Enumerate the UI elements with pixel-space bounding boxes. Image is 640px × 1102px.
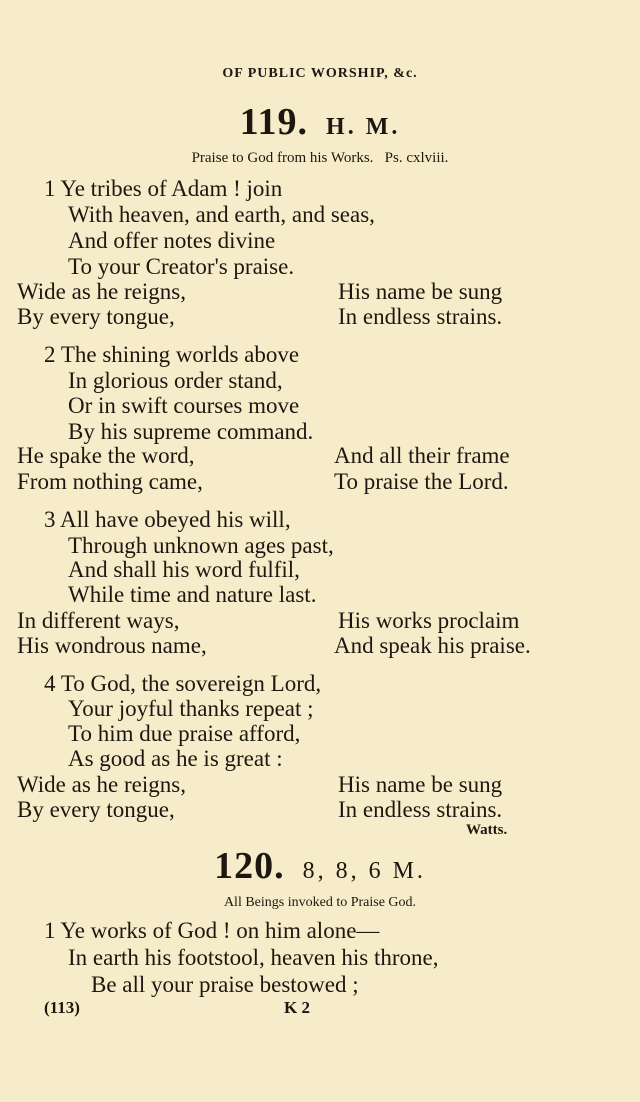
verse-line: Or in swift courses move	[68, 393, 300, 418]
verse-line: His name be sung	[338, 772, 503, 797]
verse-line: 3 All have obeyed his will,	[44, 507, 291, 532]
verse-line: 1 Ye tribes of Adam ! join	[44, 176, 283, 201]
verse-line: 2 The shining worlds above	[44, 342, 300, 367]
verse-line: In earth his footstool, heaven his throne,	[68, 945, 439, 970]
verse-line: With heaven, and earth, and seas,	[68, 202, 375, 227]
verse-line: From nothing came,	[17, 469, 203, 494]
hymn-120-number: 120.	[214, 845, 285, 887]
hymn-119-number: 119.	[239, 101, 309, 143]
verse-line: Wide as he reigns,	[17, 772, 186, 797]
verse-line: As good as he is great :	[68, 746, 283, 771]
hymn-119-heading	[0, 100, 640, 144]
verse-line: Be all your praise bestowed ;	[91, 972, 359, 997]
verse-line: He spake the word,	[17, 443, 195, 468]
verse-line: By every tongue,	[17, 304, 175, 329]
hymn-119-subtitle	[0, 150, 640, 167]
hymn-119-title: Praise to God from his Works.	[191, 150, 374, 166]
signature-mark: K 2	[284, 998, 310, 1017]
verse-line: His wondrous name,	[17, 633, 207, 658]
attribution: Watts.	[466, 822, 508, 838]
verse-line: His works proclaim	[338, 608, 520, 633]
hymn-119-meter: H. M.	[326, 114, 401, 140]
verse-line: While time and nature last.	[68, 582, 317, 607]
verse-line: To him due praise afford,	[68, 721, 301, 746]
verse-line: And offer notes divine	[68, 228, 276, 253]
verse-line: In endless strains.	[338, 304, 503, 329]
hymn-120-title: All Beings invoked to Praise God.	[223, 895, 417, 910]
hymn-120-meter: 8, 8, 6 M.	[302, 858, 426, 884]
hymn-119-reference: Ps. cxlviii.	[384, 150, 449, 166]
verse-line: And shall his word fulfil,	[68, 557, 300, 582]
verse-line: And all their frame	[334, 443, 510, 468]
verse-line: 1 Ye works of God ! on him alone—	[44, 918, 380, 943]
verse-line: In endless strains.	[338, 797, 503, 822]
verse-line: 4 To God, the sovereign Lord,	[44, 671, 322, 696]
running-head: OF PUBLIC WORSHIP, &c.	[222, 66, 418, 81]
verse-line: By every tongue,	[17, 797, 175, 822]
verse-line: Wide as he reigns,	[17, 279, 186, 304]
verse-line: By his supreme command.	[68, 419, 314, 444]
verse-line: Through unknown ages past,	[68, 533, 334, 558]
verse-line: In different ways,	[17, 608, 180, 633]
page-number: (113)	[44, 998, 80, 1017]
verse-line: Your joyful thanks repeat ;	[68, 696, 314, 721]
verse-line: His name be sung	[338, 279, 503, 304]
verse-line: To praise the Lord.	[334, 469, 509, 494]
verse-line: In glorious order stand,	[68, 368, 283, 393]
verse-line: And speak his praise.	[334, 633, 531, 658]
hymn-120-heading	[0, 844, 640, 888]
verse-line: To your Creator's praise.	[68, 254, 295, 279]
